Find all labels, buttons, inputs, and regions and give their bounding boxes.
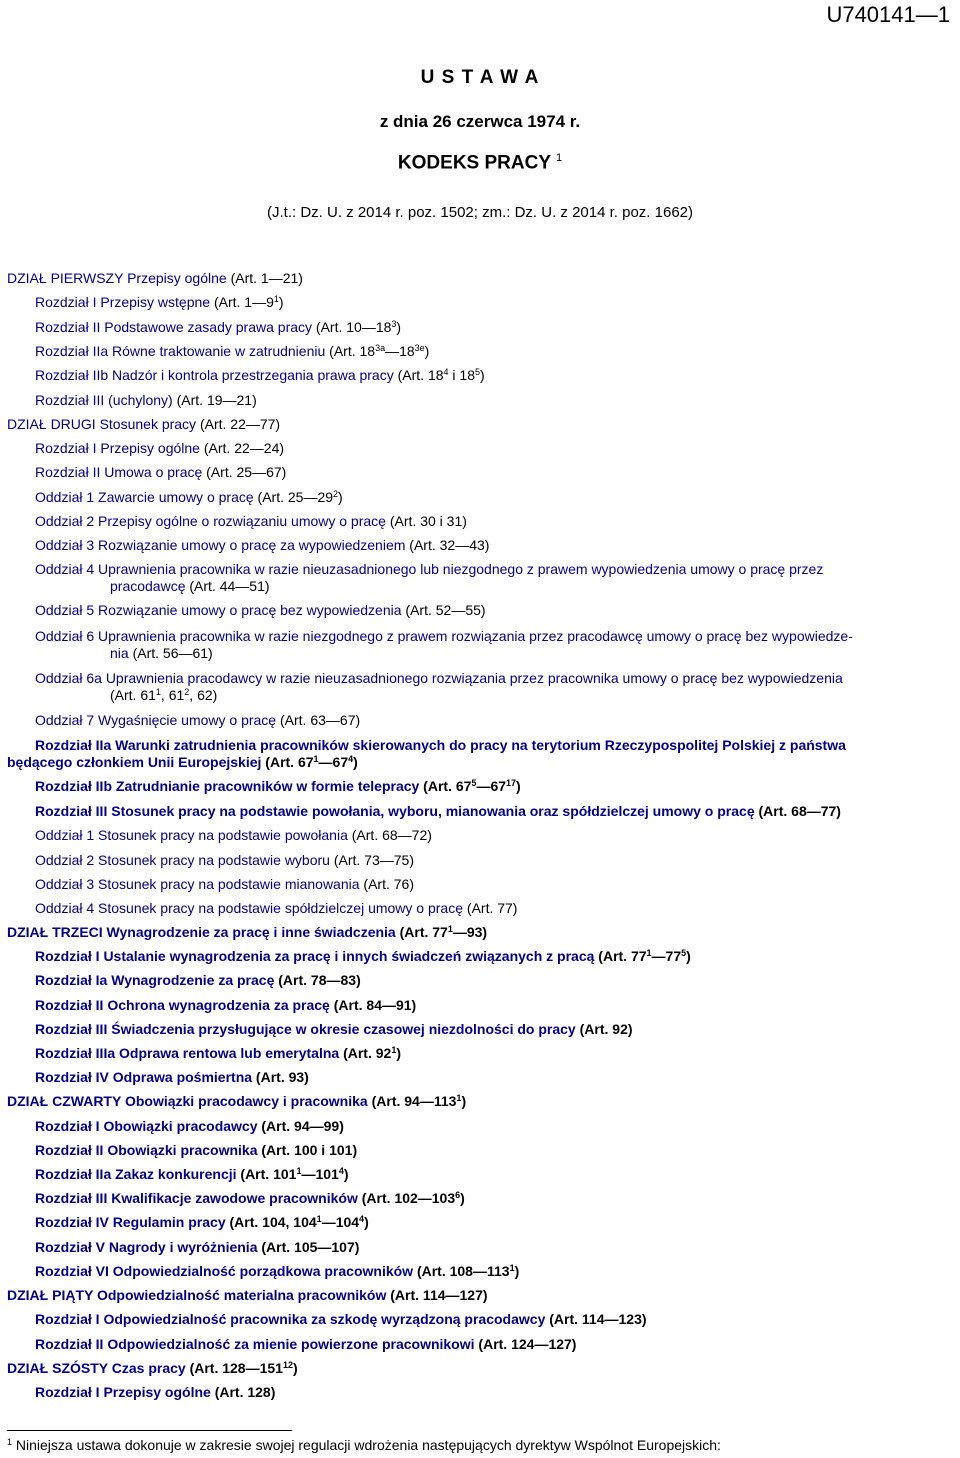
article-range: (Art. 73—75) — [329, 852, 414, 868]
toc-link[interactable]: Rozdział I Odpowiedzialność pracownika za szkodę wyrządzoną pracodawcy — [35, 1311, 546, 1327]
toc-link[interactable]: Rozdział II Umowa o pracę — [35, 464, 203, 480]
toc-entry[interactable] — [0, 367, 960, 384]
toc-entry[interactable] — [0, 1263, 960, 1280]
toc-entry[interactable] — [0, 537, 960, 554]
toc-link[interactable]: Oddział 3 Stosunek pracy na podstawie mianowania — [35, 876, 360, 892]
toc-link[interactable]: Oddział 1 Stosunek pracy na podstawie powołania — [35, 827, 348, 843]
article-range: (Art. $67^5—67^{17}$) — [419, 778, 521, 794]
toc-link[interactable]: DZIAŁ DRUGI Stosunek pracy — [7, 416, 197, 432]
toc-link[interactable]: Rozdział I Przepisy ogólne — [35, 1384, 211, 1400]
toc-entry[interactable] — [0, 489, 960, 506]
toc-link[interactable]: DZIAŁ CZWARTY Obowiązki pracodawcy i pracownika — [7, 1093, 368, 1109]
toc-entry[interactable] — [0, 513, 960, 530]
article-range: (Art. 84—91) — [329, 997, 417, 1013]
toc-entry[interactable] — [0, 1311, 960, 1328]
article-range: (Art. 100 i 101) — [257, 1142, 358, 1158]
toc-entry[interactable] — [0, 1118, 960, 1135]
article-range: (Art. 114—123) — [545, 1311, 647, 1327]
toc-link[interactable]: Oddział 4 Stosunek pracy na podstawie spółdzielczej umowy o pracę — [35, 900, 464, 916]
toc-link[interactable]: DZIAŁ PIERWSZY Przepisy ogólne — [7, 270, 227, 286]
article-range: (Art. 77) — [463, 900, 518, 916]
toc-entry[interactable] — [0, 1190, 960, 1207]
toc-link[interactable]: Rozdział II Podstawowe zasady prawa pracy — [35, 319, 313, 335]
toc-link[interactable]: Rozdział III (uchylony) — [35, 392, 173, 408]
toc-entry[interactable] — [0, 1287, 960, 1304]
toc-entry[interactable] — [0, 1214, 960, 1231]
document-title: U S T A W A — [420, 67, 540, 88]
toc-entry[interactable] — [0, 561, 960, 595]
article-range: (Art. $102—103^6$) — [357, 1190, 465, 1206]
toc-link[interactable]: Rozdział IIb Zatrudnianie pracowników w formie telepracy — [35, 778, 420, 794]
toc-entry[interactable] — [0, 1239, 960, 1256]
toc-link[interactable]: Rozdział VI Odpowiedzialność porządkowa pracowników — [35, 1263, 414, 1279]
article-range: (Art. 52—55) — [401, 602, 486, 618]
article-range: (Art. $92^1$) — [339, 1045, 401, 1061]
article-range: (Art. 25—67) — [202, 464, 287, 480]
toc-link[interactable]: DZIAŁ SZÓSTY Czas pracy — [7, 1360, 186, 1376]
toc-link[interactable]: Oddział 6 Uprawnienia pracownika w razie niezgodnego z prawem rozwiązania przez pracodawcę umowy o pracę bez wypowiedze- — [35, 628, 853, 644]
toc-link[interactable]: Rozdział IIa Równe traktowanie w zatrudnieniu — [35, 343, 326, 359]
article-range: (Art. 94—99) — [257, 1118, 344, 1134]
toc-link-continued[interactable]: nia — [110, 645, 129, 661]
toc-link[interactable]: Rozdział I Ustalanie wynagrodzenia za pracę i innych świadczeń związanych z pracą — [35, 948, 595, 964]
toc-link[interactable]: Rozdział IIb Nadzór i kontrola przestrzegania prawa pracy — [35, 367, 394, 383]
toc-entry[interactable] — [0, 827, 960, 844]
article-range: (Art. 68—77) — [754, 803, 841, 819]
toc-entry[interactable] — [0, 1045, 960, 1062]
article-range: (Art. $108—113^1$) — [413, 1263, 520, 1279]
toc-link[interactable]: Oddział 2 Przepisy ogólne o rozwiązaniu umowy o pracę — [35, 513, 386, 529]
article-range: (Art. 114—127) — [386, 1287, 488, 1303]
footnote-divider — [7, 1430, 292, 1431]
article-range: (Art. $101^1—101^4$) — [236, 1166, 349, 1182]
code-title: KODEKS PRACY $^1$ — [397, 152, 563, 174]
article-range: (Art. $77^1—93$) — [395, 924, 488, 940]
document-id: U740141—1 — [826, 2, 950, 27]
toc-entry[interactable] — [0, 628, 960, 662]
toc-link[interactable]: Rozdział I Obowiązki pracodawcy — [35, 1118, 258, 1134]
article-range: (Art. $10—18^3$) — [312, 319, 402, 335]
toc-link[interactable]: Oddział 7 Wygaśnięcie umowy o pracę — [35, 712, 277, 728]
toc-link[interactable]: Rozdział IIa Warunki zatrudnienia pracowników skierowanych do pracy na terytorium Rzeczypospolitej Polskiej z państwa — [35, 737, 846, 753]
article-range: (Art. 44—51) — [185, 578, 270, 594]
document-date: z dnia 26 czerwca 1974 r. — [379, 112, 581, 131]
article-range: (Art. 93) — [252, 1069, 309, 1085]
toc-entry[interactable] — [0, 997, 960, 1014]
toc-link-continued[interactable]: będącego członkiem Unii Europejskiej — [7, 754, 262, 770]
toc-link[interactable]: Rozdział IIa Zakaz konkurencji — [35, 1166, 237, 1182]
toc-entry[interactable] — [0, 416, 960, 433]
toc-entry[interactable] — [0, 852, 960, 869]
footnote-ref: 1 — [555, 152, 563, 164]
toc-entry[interactable] — [0, 464, 960, 481]
toc-link[interactable]: Rozdział IIIa Odprawa rentowa lub emerytalna — [35, 1045, 340, 1061]
footnote: $^1$ Niniejsza ustawa dokonuje w zakresie swojej regulacji wdrożenia następujących dyrektyw Wspólnot Europejskich: — [7, 1437, 721, 1453]
article-range: (Art. $18^{3a}—18^{3e}$) — [325, 343, 430, 359]
toc-link-continued[interactable]: pracodawcę — [110, 578, 186, 594]
article-range: (Art. 76) — [359, 876, 414, 892]
article-range: (Art. $94—113^1$) — [367, 1093, 467, 1109]
toc-link[interactable]: Rozdział Ia Wynagrodzenie za pracę — [35, 972, 275, 988]
article-range: (Art. 78—83) — [274, 972, 361, 988]
toc-entry[interactable] — [0, 1360, 960, 1377]
article-range: (Art. $1—9^1$) — [210, 294, 284, 310]
toc-link[interactable]: DZIAŁ TRZECI Wynagrodzenie za pracę i inne świadczenia — [7, 924, 396, 940]
article-range: (Art. 56—61) — [128, 645, 213, 661]
article-range: (Art. 22—24) — [199, 440, 285, 456]
article-range: (Art. 22—77) — [196, 416, 281, 432]
article-range: (Art. 92) — [575, 1021, 633, 1037]
toc-entry[interactable] — [0, 270, 960, 287]
toc-entry[interactable] — [0, 803, 960, 820]
article-range: (Art. 105—107) — [257, 1239, 360, 1255]
article-range: (Art. 1—21) — [226, 270, 303, 286]
toc-entry[interactable] — [0, 1093, 960, 1110]
article-range: (Art. 68—72) — [347, 827, 432, 843]
article-range: (Art. $128—151^{12}$) — [185, 1360, 298, 1376]
toc-entry[interactable] — [0, 876, 960, 893]
toc-entry[interactable] — [0, 712, 960, 729]
toc-entry[interactable] — [0, 294, 960, 311]
article-range: (Art. $67^1—67^4$) — [261, 754, 358, 770]
toc-entry[interactable] — [0, 392, 960, 409]
toc-link[interactable]: Rozdział II Ochrona wynagrodzenia za pracę — [35, 997, 330, 1013]
publication-info: (J.t.: Dz. U. z 2014 r. poz. 1502; zm.: Dz. U. z 2014 r. poz. 1662) — [266, 204, 694, 221]
toc-link[interactable]: Rozdział III Kwalifikacje zawodowe pracowników — [35, 1190, 358, 1206]
article-range: (Art. 63—67) — [276, 712, 361, 728]
article-range: (Art. $25—29^2$) — [253, 489, 343, 505]
toc-entry[interactable] — [0, 778, 960, 795]
toc-link[interactable]: Rozdział II Obowiązki pracownika — [35, 1142, 258, 1158]
article-range: (Art. 124—127) — [474, 1336, 577, 1352]
toc-entry[interactable] — [0, 1166, 960, 1183]
article-range: (Art. 128) — [210, 1384, 276, 1400]
toc-entry[interactable] — [0, 737, 960, 771]
article-range: (Art. $18^4$ i $18^5$) — [393, 367, 485, 383]
toc-entry[interactable] — [0, 1384, 960, 1401]
toc-link[interactable]: Rozdział V Nagrody i wyróżnienia — [35, 1239, 258, 1255]
toc-entry[interactable] — [0, 948, 960, 965]
toc-link[interactable]: Rozdział I Przepisy wstępne — [35, 294, 211, 310]
toc-entry[interactable] — [0, 924, 960, 941]
toc-entry[interactable] — [0, 440, 960, 457]
toc-entry[interactable] — [0, 1142, 960, 1159]
article-range: (Art. 30 i 31) — [385, 513, 467, 529]
article-range: (Art. $61^1$, $61^2$, 62) — [110, 687, 218, 703]
toc-link[interactable]: Oddział 4 Uprawnienia pracownika w razie nieuzasadnionego lub niezgodnego z prawem wypowiedzenia umowy o pracę przez — [35, 561, 824, 577]
toc-link[interactable]: Oddział 3 Rozwiązanie umowy o pracę za wypowiedzeniem — [35, 537, 406, 553]
toc-link[interactable]: Oddział 1 Zawarcie umowy o pracę — [35, 489, 254, 505]
toc-entry[interactable] — [0, 900, 960, 917]
article-range: (Art. 19—21) — [172, 392, 257, 408]
article-range: (Art. $77^1—77^5$) — [594, 948, 691, 964]
toc-entry[interactable] — [0, 1069, 960, 1086]
toc-link[interactable]: Rozdział I Przepisy ogólne — [35, 440, 200, 456]
toc-link[interactable]: Rozdział IV Odprawa pośmiertna — [35, 1069, 253, 1085]
article-range: (Art. 104, $104^1—104^4$) — [225, 1214, 369, 1230]
toc-entry[interactable] — [0, 602, 960, 619]
article-range: (Art. 32—43) — [405, 537, 490, 553]
toc-entry[interactable] — [0, 670, 960, 704]
toc-link[interactable]: Rozdział IV Regulamin pracy — [35, 1214, 226, 1230]
toc-entry[interactable] — [0, 972, 960, 989]
toc-entry[interactable] — [0, 343, 960, 360]
toc-link[interactable]: Rozdział III Świadczenia przysługujące w okresie czasowej niezdolności do pracy — [35, 1021, 576, 1037]
toc-entry[interactable] — [0, 1021, 960, 1038]
toc-link[interactable]: Rozdział II Odpowiedzialność za mienie powierzone pracownikowi — [35, 1336, 475, 1352]
toc-entry[interactable] — [0, 1336, 960, 1353]
toc-link[interactable]: DZIAŁ PIĄTY Odpowiedzialność materialna pracowników — [7, 1287, 387, 1303]
toc-link[interactable]: Oddział 2 Stosunek pracy na podstawie wyboru — [35, 852, 330, 868]
toc-entry[interactable] — [0, 319, 960, 336]
toc-link[interactable]: Oddział 6a Uprawnienia pracodawcy w razie nieuzasadnionego rozwiązania przez pracownika umowy o pracę bez wypowiedzenia — [35, 670, 843, 686]
toc-link[interactable]: Rozdział III Stosunek pracy na podstawie powołania, wyboru, mianowania oraz spółdzielczej umowy o pracę — [35, 803, 755, 819]
toc-link[interactable]: Oddział 5 Rozwiązanie umowy o pracę bez wypowiedzenia — [35, 602, 402, 618]
